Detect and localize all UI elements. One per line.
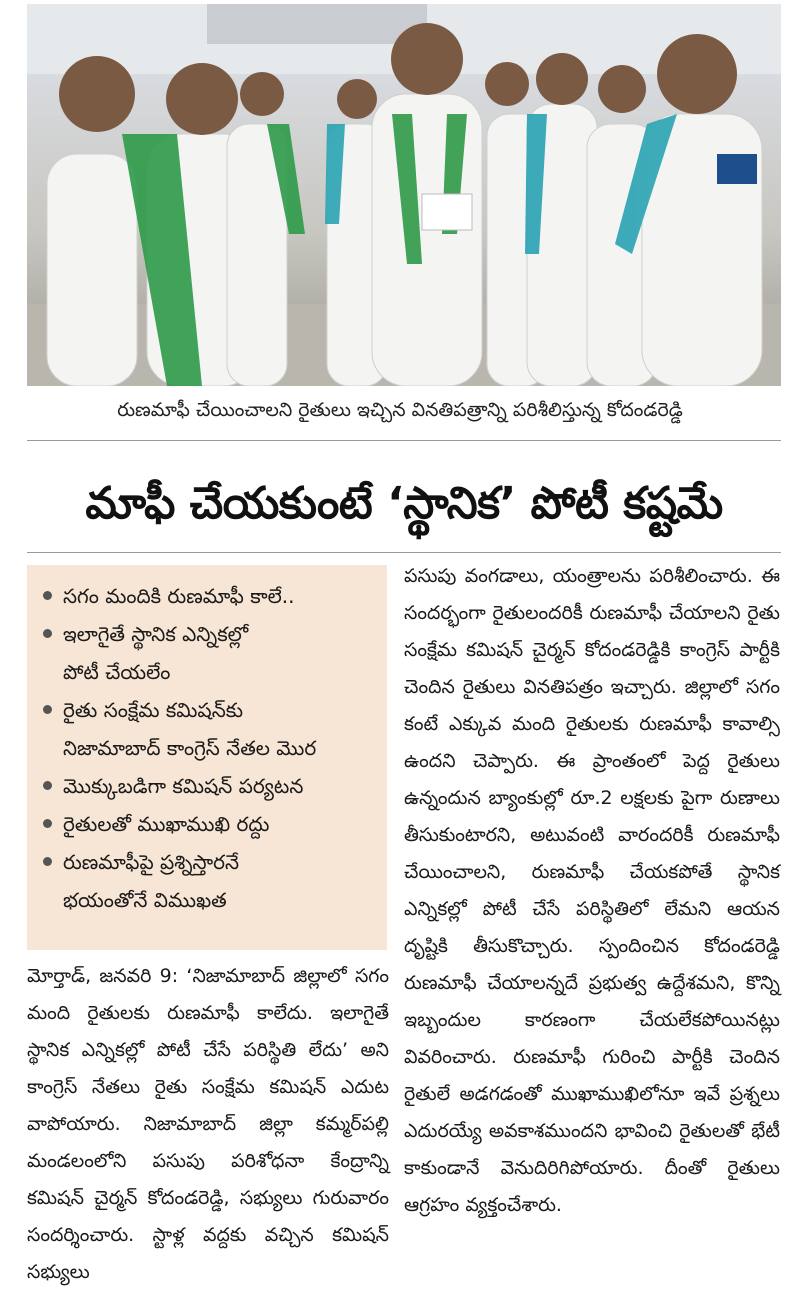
article-body-left	[27, 958, 389, 1291]
bullet-icon	[43, 819, 52, 828]
bullet-icon	[43, 629, 52, 638]
article-body-right	[404, 558, 780, 1224]
bullet-icon	[43, 781, 52, 790]
highlight-item: సగం మందికి రుణమాఫీ కాలే..	[41, 577, 377, 615]
highlight-item: రైతు సంక్షేమ కమిషన్‌కు నిజామాబాద్ కాంగ్రెస్ నేతల మొర	[41, 691, 377, 767]
highlight-item: ఇలాగైతే స్థానిక ఎన్నికల్లో పోటీ చేయలేం	[41, 615, 377, 691]
headline-divider	[27, 552, 781, 553]
highlight-item: మొక్కుబడిగా కమిషన్ పర్యటన	[41, 767, 377, 805]
bullet-icon	[43, 705, 52, 714]
highlight-item: రుణమాఫీపై ప్రశ్నిస్తారనే భయంతోనే విముఖత	[41, 843, 377, 919]
highlight-item: రైతులతో ముఖాముఖి రద్దు	[41, 805, 377, 843]
bullet-icon	[43, 857, 52, 866]
highlights-box	[27, 565, 387, 950]
photo-caption: రుణమాఫీ చేయించాలని రైతులు ఇచ్చిన వినతిపత్రాన్ని పరిశీలిస్తున్న కోదండరెడ్డి	[117, 399, 683, 421]
body-paragraph-left: మోర్తాడ్, జనవరి 9: ‘నిజామాబాద్ జిల్లాలో సగం మంది రైతులకు రుణమాఫీ కాలేదు. ఇలాగైతే స్థానిక ఎన్నికల్లో పోటీ చేసే పరిస్థితి లేదు’ అని కాంగ్రెస్ నేతలు రైతు సంక్షేమ కమిషన్ ఎదుట వాపోయారు. నిజామాబాద్ జిల్లా కమ్మర్‌పల్లి మండలంలోని పసుపు పరిశోధనా కేంద్రాన్ని కమిషన్ చైర్మన్ కోదండరెడ్డి, సభ్యులు గురువారం సందర్శించారు. స్టాళ్ల వద్దకు వచ్చిన కమిషన్ సభ్యులు	[27, 965, 389, 1283]
bullet-icon	[43, 591, 52, 600]
group-photo-icon	[27, 4, 781, 386]
caption-divider	[27, 440, 781, 441]
headline: మాఫీ చేయకుంటే ‘స్థానిక’ పోటీ కష్టమే	[85, 478, 723, 529]
body-paragraph-right: పసుపు వంగడాలు, యంత్రాలను పరిశీలించారు. ఈ సందర్భంగా రైతులందరికీ రుణమాఫీ చేయాలని రైతు సంక్షేమ కమిషన్ చైర్మన్ కోదండరెడ్డికి కాంగ్రెస్ పార్టీకి చెందిన రైతులు వినతిపత్రం ఇచ్చారు. జిల్లాలో సగం కంటే ఎక్కువ మంది రైతులకు రుణమాఫీ కావాల్సి ఉందని చెప్పారు. ఈ ప్రాంతంలో పెద్ద రైతులు ఉన్నందున బ్యాంకుల్లో రూ.2 లక్షలకు పైగా రుణాలు తీసుకుంటారని, అటువంటి వారందరికీ రుణమాఫీ చేయించాలని, రుణమాఫీ చేయకపోతే స్థానిక ఎన్నికల్లో పోటీ చేసే పరిస్థితిలో లేమని ఆయన దృష్టికి తీసుకొచ్చారు. స్పందించిన కోదండరెడ్డి రుణమాఫీ చేయాలన్నదే ప్రభుత్వ ఉద్దేశమని, కొన్ని ఇబ్బందుల కారణంగా చేయలేకపోయినట్లు వివరించారు. రుణమాఫీ గురించి పార్టీకి చెందిన రైతులే అడగడంతో ముఖాముఖిలోనూ ఇవే ప్రశ్నలు ఎదురయ్యే అవకాశముందని భావించి రైతులతో భేటీ కాకుండానే వెనుదిరిగిపోయారు. దీంతో రైతులు ఆగ్రహం వ్యక్తంచేశారు.	[404, 565, 780, 1216]
news-photo	[27, 4, 781, 386]
